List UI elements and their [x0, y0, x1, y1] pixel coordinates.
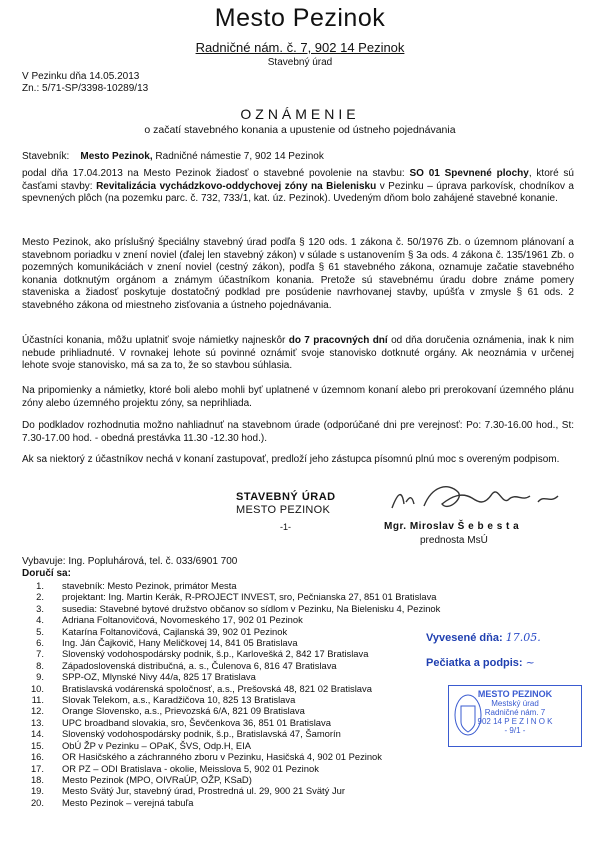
- document-subheading: o začatí stavebného konania a upustenie od ústneho pojednávania: [144, 124, 456, 136]
- paragraph-inspection: Do podkladov rozhodnutia možno nahliadnuť na stavebnom úrade (odporúčané dni pre verejnosť: Po: 7.30-16.00 hod., St: 7.30-17.00 hod. - obedná prestávka 11.30 -12.30 hod.).: [22, 420, 574, 444]
- list-item: [22, 751, 440, 762]
- posted-date: [426, 631, 541, 644]
- list-item-number: 18.: [30, 773, 44, 785]
- list-item: [22, 671, 440, 682]
- paragraph-objections: [22, 335, 574, 373]
- blue-stamp-line5: - 9/1 -: [504, 726, 526, 735]
- list-item-number: 1.: [36, 580, 44, 591]
- list-item-number: 4.: [36, 614, 44, 626]
- document-heading: OZNÁMENIE: [240, 106, 360, 122]
- office-name: Stavebný úrad: [267, 57, 333, 68]
- seal-signature: [426, 656, 535, 669]
- list-item-text: UPC broadband slovakia, sro, Ševčenkova 36, 851 01 Bratislava: [62, 716, 331, 728]
- list-item-number: 14.: [30, 728, 44, 740]
- signer-name: Mgr. Miroslav Š e b e s t a: [384, 521, 520, 532]
- signer-role: prednosta MsÚ: [420, 535, 488, 546]
- list-item: [22, 648, 440, 659]
- coat-of-arms-icon: [453, 692, 483, 738]
- recipients-list: [22, 580, 440, 808]
- list-item-text: Mesto Pezinok (MPO, OIVRaÚP, OŽP, KSaD): [62, 773, 252, 785]
- list-item-text: Adriana Foltanovičová, Novomeského 17, 902 01 Pezinok: [62, 614, 303, 626]
- p1-project-name: SO 01 Spevnené plochy: [409, 168, 529, 179]
- list-item-text: Západoslovenská distribučná, a. s., Čulenova 6, 816 47 Bratislava: [62, 659, 337, 671]
- list-item: [22, 660, 440, 671]
- blue-stamp-line1: MESTO PEZINOK: [477, 689, 553, 699]
- list-item-number: 16.: [30, 751, 44, 763]
- paragraph-representation: Ak sa niektorý z účastníkov nechá v konaní zastupovať, predloží jeho zástupca písomnú plnú moc s overeným podpisom.: [22, 454, 560, 465]
- blue-stamp-line3: Radničné nám. 7: [484, 708, 546, 717]
- list-item: [22, 763, 440, 774]
- list-item-number: 20.: [30, 796, 44, 808]
- list-item-text: OR PZ – ODI Bratislava - okolie, Meisslova 5, 902 01 Pezinok: [62, 762, 319, 774]
- list-item-number: 3.: [36, 602, 44, 614]
- p1-text-a: podal dňa 17.04.2013 na Mesto Pezinok žiadosť o stavebné povolenie na stavbu:: [22, 168, 405, 179]
- list-item-number: 12.: [30, 705, 44, 717]
- reference-number: Zn.: 5/71-SP/3398-10289/13: [22, 83, 149, 94]
- list-item-text: OR Hasičského a záchranného zboru v Pezinku, Hasičská 4, 902 01 Pezinok: [62, 751, 382, 763]
- list-item-number: 6.: [36, 637, 44, 649]
- office-stamp-line1: STAVEBNÝ ÚRAD: [236, 491, 336, 503]
- list-item-text: ObÚ ŽP v Pezinku – OPaK, ŠVS, Odp.H, EIA: [62, 739, 251, 751]
- list-item: [22, 774, 440, 785]
- paragraph-application: [22, 168, 574, 206]
- office-stamp-line2: MESTO PEZINOK: [236, 504, 331, 516]
- list-item-text: Bratislavská vodárenská spoločnosť, a.s., Prešovská 48, 821 02 Bratislava: [62, 682, 372, 694]
- list-item: [22, 728, 440, 739]
- list-item-number: 11.: [31, 694, 44, 706]
- list-item-text: projektant: Ing. Martin Kerák, R-PROJECT INVEST, sro, Pečnianska 27, 851 01 Bratislava: [62, 591, 437, 603]
- p1-text-c: , ktoré sú časťami stavby:: [22, 168, 574, 192]
- office-stamp-number: -1-: [280, 522, 291, 532]
- list-item-number: 10.: [30, 682, 44, 694]
- list-item: [22, 717, 440, 728]
- list-item-text: susedia: Stavebné bytové družstvo občanov so sídlom v Pezinku, Na Bielenisku 4, Pezinok: [62, 602, 441, 614]
- seal-label: Pečiatka a podpis:: [426, 657, 523, 669]
- p1-construction-name: Revitalizácia vychádzkovo-oddychovej zóny na Bielenisku: [96, 180, 377, 192]
- list-item-text: Orange Slovensko, a.s., Prievozská 6/A, 821 09 Bratislava: [62, 705, 305, 717]
- p1-text-e: v Pezinku – úprava parkovísk, chodníkov a spevnených plôch (na pozemku parc. č. 732, 733/1, kat. úz. Pezinok). Uvedeným dňom bolo zahájené stavebné konanie.: [22, 180, 574, 205]
- posted-value: 17.05.: [505, 631, 541, 644]
- list-item: [22, 797, 440, 808]
- list-item: [22, 637, 440, 648]
- list-item: [22, 626, 440, 637]
- list-item-number: 13.: [30, 716, 44, 728]
- list-item-text: SPP-OZ, Mlynské Nivy 44/a, 825 17 Bratislava: [62, 671, 256, 683]
- list-item: [22, 591, 440, 602]
- list-item-text: Katarína Foltanovičová, Cajlanská 39, 902 01 Pezinok: [62, 625, 288, 637]
- list-item: [22, 614, 440, 625]
- list-item-number: 2.: [36, 591, 44, 603]
- list-item: [22, 603, 440, 614]
- list-item-text: Ing. Ján Čajkovič, Hany Meličkovej 14, 841 05 Bratislava: [62, 637, 298, 649]
- city-office-stamp: [448, 685, 582, 747]
- list-item-number: 15.: [30, 739, 44, 751]
- city-title: Mesto Pezinok: [214, 4, 386, 32]
- seal-signature-scribble: ~: [525, 656, 535, 669]
- city-address: Radničné nám. č. 7, 902 14 Pezinok: [195, 40, 405, 55]
- list-item: [22, 705, 440, 716]
- list-item-number: 19.: [30, 785, 44, 797]
- paragraph-authority: Mesto Pezinok, ako príslušný špeciálny stavebný úrad podľa § 120 ods. 1 zákona č. 50/1976 Zb. o územnom plánovaní a stavebnom poriadku v znení noviel (ďalej len stavebný zákon) v súlade s ustanovením § 3a ods. 4 zákona č. 135/1961 Zb. o pozemných komunikáciách v znení noviel (cestný zákon), podľa § 61 stavebného zákona, oznamuje začatie stavebného konania dotknutým orgánom a známym účastníkom konania. Pretože sú stavebnému úradu dobre známe pomery staveniska a žiadosť poskytuje dostatočný podklad pre posúdenie navrhovanej stavby, upúšťa v zmysle § 61 ods. 2 stavebného zákona od miestneho zisťovania a ústneho pojednávania.: [22, 237, 574, 311]
- p3-text-a: Účastníci konania, môžu uplatniť svoje námietky najneskôr: [22, 335, 286, 346]
- list-item-text: Slovenský vodohospodársky podnik, š.p., Bratislavská 47, Šamorín: [62, 728, 341, 740]
- list-item-number: 9.: [36, 671, 44, 683]
- builder-line: [22, 151, 574, 164]
- posted-label: Vyvesené dňa:: [426, 632, 503, 644]
- list-item: [22, 740, 440, 751]
- list-item-number: 7.: [36, 648, 44, 660]
- paragraph-comments: Na pripomienky a námietky, ktoré boli alebo mohli byť uplatnené v územnom konaní alebo pri prerokovaní územného plánu zóny alebo územného projektu zóny, sa neprihliada.: [22, 385, 574, 409]
- builder-label: Stavebník:: [22, 151, 70, 162]
- list-item-number: 17.: [30, 762, 44, 774]
- list-item: [22, 785, 440, 796]
- list-item-number: 5.: [36, 625, 44, 637]
- blue-stamp-line4: 902 14 P E Z I N O K: [477, 717, 553, 726]
- list-item: [22, 694, 440, 705]
- list-item-text: Slovenský vodohospodársky podnik, š.p., Karlovešká 2, 842 17 Bratislava: [62, 648, 369, 660]
- handled-by: Vybavuje: Ing. Popluhárová, tel. č. 033/6901 700: [22, 556, 238, 567]
- list-item-text: Mesto Pezinok – verejná tabuľa: [62, 796, 194, 808]
- blue-stamp-line2: Mestský úrad: [491, 699, 539, 708]
- list-item-text: stavebník: Mesto Pezinok, primátor Mesta: [62, 580, 237, 591]
- list-item: [22, 683, 440, 694]
- date-line: V Pezinku dňa 14.05.2013: [22, 71, 140, 82]
- handwritten-signature: [388, 482, 578, 518]
- builder-address: Radničné námestie 7, 902 14 Pezinok: [155, 151, 324, 162]
- p3-deadline: do 7 pracovných dní: [288, 335, 388, 346]
- recipients-label: Doručí sa:: [22, 568, 71, 579]
- list-item-text: Mesto Svätý Jur, stavebný úrad, Prostredná ul. 29, 900 21 Svätý Jur: [62, 785, 345, 797]
- list-item: [22, 580, 440, 591]
- builder-name: Mesto Pezinok,: [80, 151, 153, 162]
- list-item-number: 8.: [36, 659, 44, 671]
- p3-text-c: od dňa doručenia oznámenia, inak k nim nebude prihliadnuté. V rovnakej lehote sú povinné oznámiť svoje stanovisko dotknuté orgány. Ak neoznámia v určenej lehote svoje stanovisko, má sa za to, že so stavbou súhlasia.: [22, 335, 575, 372]
- list-item-text: Slovak Telekom, a.s., Karadžičova 10, 825 13 Bratislava: [62, 694, 296, 706]
